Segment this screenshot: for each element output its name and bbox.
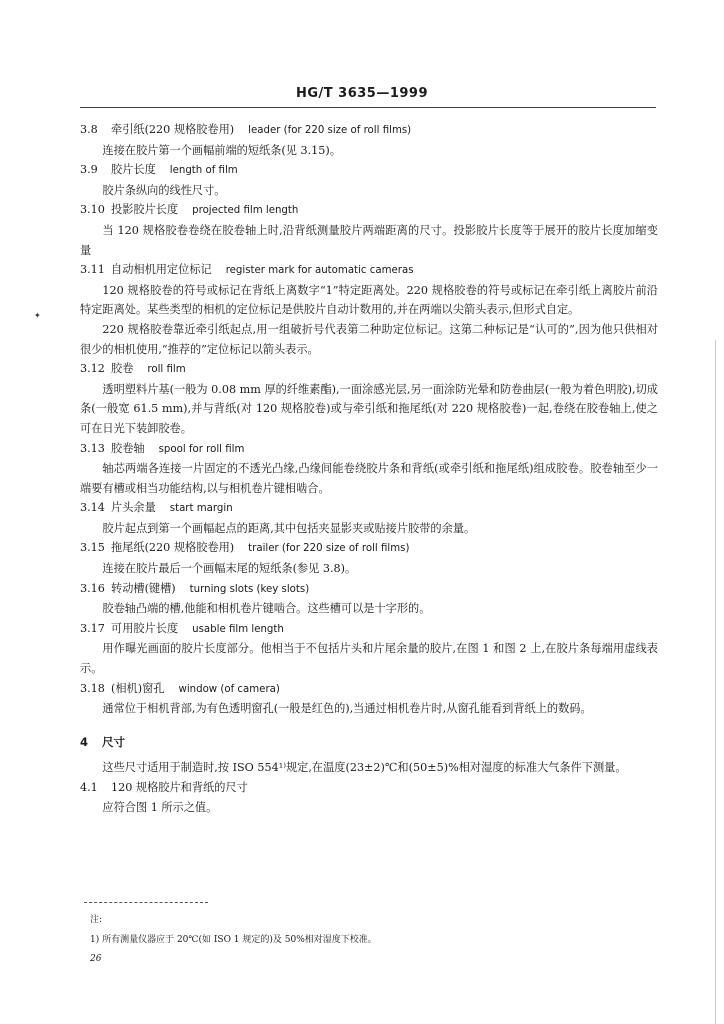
term-number: 3.16 — [80, 581, 105, 595]
term-entry — [80, 359, 658, 438]
term-english: turning slots (key slots) — [189, 583, 310, 595]
term-entry — [80, 679, 658, 719]
term-heading — [80, 359, 658, 380]
term-chinese: 胶片长度 — [111, 163, 156, 177]
clause-title: 120 规格胶片和背纸的尺寸 — [111, 781, 248, 794]
term-heading — [80, 120, 658, 141]
term-definition: 透明塑料片基(一般为 0.08 mm 厚的纤维素酯),一面涂感光层,另一面涂防光晕和防卷曲层(一般为着色明胶),切成条(一般宽 61.5 mm),并与背纸(对 120 规格胶卷)或与牵引纸和拖尾纸(对 220 规格胶卷)一起,卷绕在胶卷轴上,使之可在日光下装卸胶卷。 — [80, 382, 658, 435]
term-heading — [80, 538, 658, 559]
term-definition: 胶片条纵向的线性尺寸。 — [102, 183, 226, 197]
footnote-label: 注: — [90, 915, 103, 925]
term-english: roll film — [147, 364, 186, 376]
term-entry — [80, 579, 658, 619]
term-definition: 120 规格胶卷的符号或标记在背纸上离数字“1”特定距离处。220 规格胶卷的符号或标记在牵引纸上离胶片前沿特定距离处。某些类型的相机的定位标记是供胶片自动计数用的,并在两端以尖箭头表示,但形式自定。 — [80, 283, 658, 317]
term-heading — [80, 619, 658, 640]
term-heading — [80, 498, 658, 519]
term-chinese: 片头余量 — [111, 501, 156, 515]
header-rule — [80, 107, 656, 108]
clause-heading — [80, 778, 658, 798]
term-chinese: (相机)窗孔 — [111, 681, 165, 695]
term-english: trailer (for 220 size of roll films) — [248, 543, 410, 555]
section-paragraph: 这些尺寸适用于制造时,按 ISO 554¹⁾规定,在温度(23±2)℃和(50±5)%相对湿度的标准大气条件下测量。 — [102, 761, 627, 775]
footnote-text: 1) 所有测量仪器应于 20℃(如 ISO 1 规定的)及 50%相对湿度下校准。 — [90, 935, 377, 945]
clause-number: 4.1 — [80, 781, 98, 794]
term-number: 3.17 — [80, 621, 105, 635]
term-definition: 连接在胶片第一个画幅前端的短纸条(见 3.15)。 — [102, 143, 341, 157]
page-number: 26 — [90, 954, 102, 964]
footnote-rule — [84, 902, 208, 903]
term-heading — [80, 260, 658, 281]
term-english: leader (for 220 size of roll films) — [248, 125, 412, 136]
term-chinese: 胶卷 — [111, 362, 134, 376]
term-english: length of film — [169, 165, 238, 177]
term-heading — [80, 200, 658, 221]
margin-mark-icon: ✦ — [34, 311, 41, 320]
term-english: spool for roll film — [158, 443, 245, 455]
term-number: 3.11 — [80, 263, 105, 277]
section-heading — [80, 733, 658, 753]
term-definition: 用作曝光画面的胶片长度部分。他相当于不包括片头和片尾余量的胶片,在图 1 和图 2 上,在胶片条每端用虚线表示。 — [80, 642, 658, 676]
term-number: 3.10 — [80, 203, 105, 217]
term-english: window (of camera) — [178, 683, 280, 695]
term-chinese: 胶卷轴 — [111, 441, 145, 455]
term-entry — [80, 120, 658, 160]
term-definition: 胶片起点到第一个画幅起点的距离,其中包括夹显影夹或贴接片胶带的余量。 — [102, 521, 476, 535]
term-chinese: 拖尾纸(220 规格胶卷用) — [111, 541, 235, 555]
term-entry — [80, 439, 658, 499]
document-body — [80, 120, 658, 817]
term-chinese: 转动槽(键槽) — [111, 581, 176, 595]
spacer — [80, 719, 658, 725]
term-definition: 轴芯两端各连接一片固定的不透光凸缘,凸缘间能卷绕胶片条和背纸(或牵引纸和拖尾纸)组成胶卷。胶卷轴至少一端要有槽或相当功能结构,以与相机卷片键相啮合。 — [80, 462, 658, 495]
term-english: usable film length — [192, 623, 284, 635]
term-number: 3.14 — [80, 501, 105, 515]
term-chinese: 牵引纸(220 规格胶卷用) — [111, 123, 235, 136]
term-definition: 连接在胶片最后一个画幅末尾的短纸条(参见 3.8)。 — [102, 562, 357, 576]
term-heading — [80, 160, 658, 181]
term-number: 3.9 — [80, 163, 98, 177]
term-heading — [80, 579, 658, 600]
term-definition: 通常位于相机背部,为有色透明窗孔(一般是红色的),当通过相机卷片时,从窗孔能看到背纸上的数码。 — [102, 702, 592, 716]
term-entry — [80, 498, 658, 538]
term-number: 3.8 — [80, 123, 98, 136]
term-entry — [80, 200, 658, 260]
document-header: HG/T 3635—1999 — [295, 86, 429, 101]
term-entry — [80, 538, 658, 578]
term-chinese: 投影胶片长度 — [111, 203, 179, 217]
term-heading — [80, 679, 658, 700]
clause-paragraph: 应符合图 1 所示之值。 — [102, 800, 218, 814]
term-entry — [80, 160, 658, 200]
scan-edge-line — [715, 340, 716, 1024]
section-number: 4 — [80, 734, 89, 749]
term-english: projected film length — [192, 205, 299, 217]
section-title: 尺寸 — [102, 734, 125, 749]
term-definition: 当 120 规格胶卷卷绕在胶卷轴上时,沿背纸测量胶片两端距离的尺寸。投影胶片长度等于展开的胶片长度加缩变量 — [80, 223, 658, 257]
term-english: register mark for automatic cameras — [225, 265, 414, 277]
term-number: 3.13 — [80, 441, 105, 455]
term-number: 3.12 — [80, 362, 105, 376]
term-definition: 220 规格胶卷靠近牵引纸起点,用一组破折号代表第二种助定位标记。这第二种标记是“认可的”,因为他只供相对很少的相机使用,“推荐的”定位标记以箭头表示。 — [80, 322, 658, 356]
term-chinese: 自动相机用定位标记 — [111, 263, 212, 277]
term-definition: 胶卷轴凸端的槽,他能和相机卷片键啮合。这些槽可以是十字形的。 — [102, 602, 431, 616]
term-number: 3.18 — [80, 681, 105, 695]
term-entry — [80, 619, 658, 679]
term-entry — [80, 260, 658, 359]
term-chinese: 可用胶片长度 — [111, 621, 179, 635]
term-heading — [80, 439, 658, 460]
term-number: 3.15 — [80, 541, 105, 555]
term-english: start margin — [169, 503, 233, 515]
